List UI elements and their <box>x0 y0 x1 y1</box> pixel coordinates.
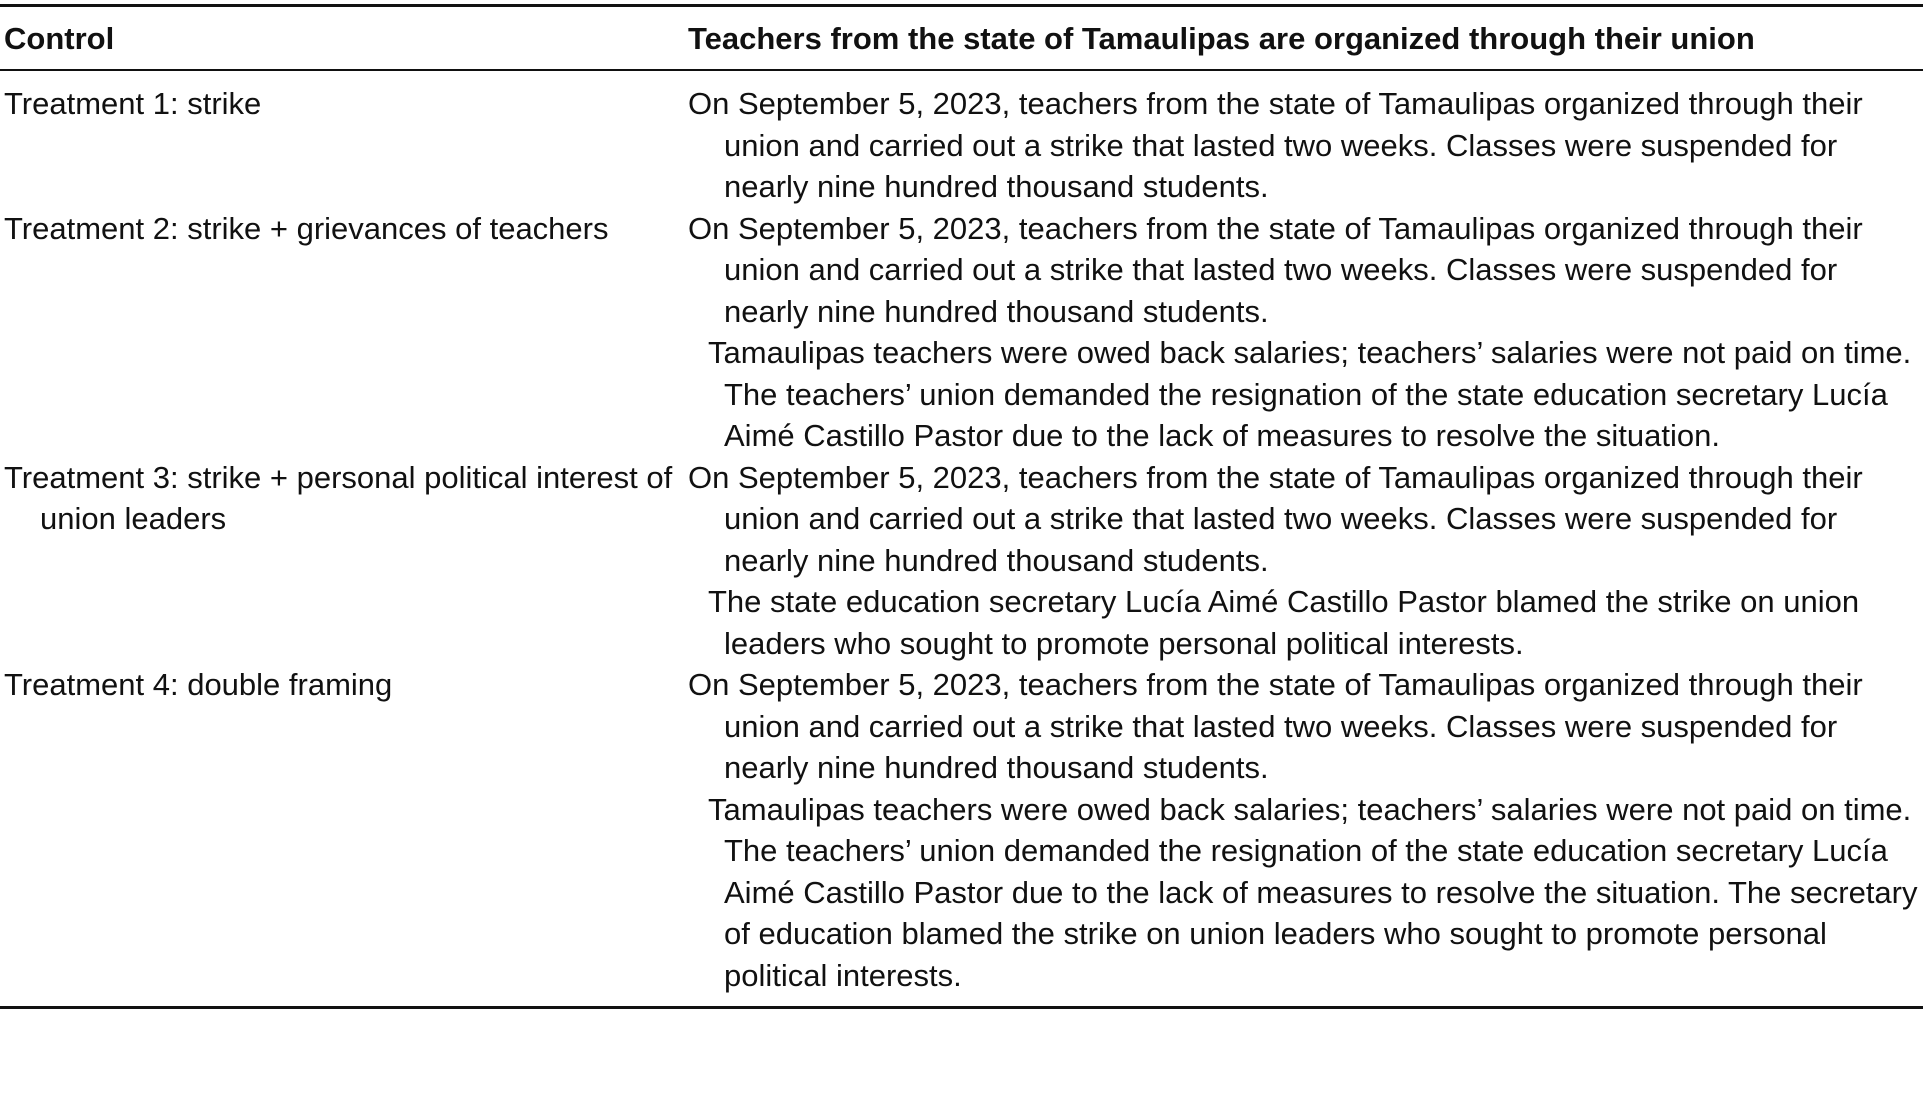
header-teachers-union: Teachers from the state of Tamaulipas are organized through their union <box>688 6 1923 71</box>
vignette-paragraph: On September 5, 2023, teachers from the state of Tamaulipas organized through their union and carried out a strike that lasted two weeks. Classes were suspended for nearly nine hundred thousand students. <box>688 210 1863 329</box>
treatment-table-container <box>0 4 1923 1009</box>
header-row <box>0 6 1923 71</box>
vignette-cell <box>688 70 1923 208</box>
row-label-cell <box>0 208 688 457</box>
row-label-cell <box>0 457 688 665</box>
vignette-paragraph: On September 5, 2023, teachers from the state of Tamaulipas organized through their union and carried out a strike that lasted two weeks. Classes were suspended for nearly nine hundred thousand students. <box>688 667 1863 785</box>
table-row <box>0 208 1923 457</box>
table-row <box>0 457 1923 665</box>
table-header <box>0 6 1923 71</box>
vignette-cell <box>688 664 1923 1008</box>
table-row <box>0 70 1923 208</box>
treatment-label: Treatment 2: strike + grievances of teachers <box>4 210 609 246</box>
vignette-paragraph: Tamaulipas teachers were owed back salaries; teachers’ salaries were not paid on time. The teachers’ union demanded the resignation of the state education secretary Lucía Aimé Castillo Pastor due to the lack of measures to resolve the situation. <box>708 335 1912 453</box>
row-label-cell <box>0 664 688 1008</box>
treatment-label: Treatment 1: strike <box>4 86 262 121</box>
vignette-cell <box>688 208 1923 457</box>
treatment-label: Treatment 4: double framing <box>4 667 393 702</box>
vignette-paragraph: On September 5, 2023, teachers from the state of Tamaulipas organized through their union and carried out a strike that lasted two weeks. Classes were suspended for nearly nine hundred thousand students. <box>688 86 1863 204</box>
table-body <box>0 70 1923 1008</box>
vignette-paragraph: On September 5, 2023, teachers from the state of Tamaulipas organized through their union and carried out a strike that lasted two weeks. Classes were suspended for nearly nine hundred thousand students. <box>688 459 1863 578</box>
vignette-paragraph: Tamaulipas teachers were owed back salaries; teachers’ salaries were not paid on time. The teachers’ union demanded the resignation of the state education secretary Lucía Aimé Castillo Pastor due to the lack of measures to resolve the situation. The secretary of education blamed the strike on union leaders who sought to promote personal political interests. <box>708 791 1918 993</box>
vignette-cell <box>688 457 1923 665</box>
row-label-cell <box>0 70 688 208</box>
treatment-label: Treatment 3: strike + personal political interest of union leaders <box>4 459 673 536</box>
header-control: Control <box>0 6 688 71</box>
table-row <box>0 664 1923 1008</box>
vignette-paragraph: The state education secretary Lucía Aimé Castillo Pastor blamed the strike on union leaders who sought to promote personal political interests. <box>708 584 1860 661</box>
treatment-table <box>0 4 1923 1009</box>
